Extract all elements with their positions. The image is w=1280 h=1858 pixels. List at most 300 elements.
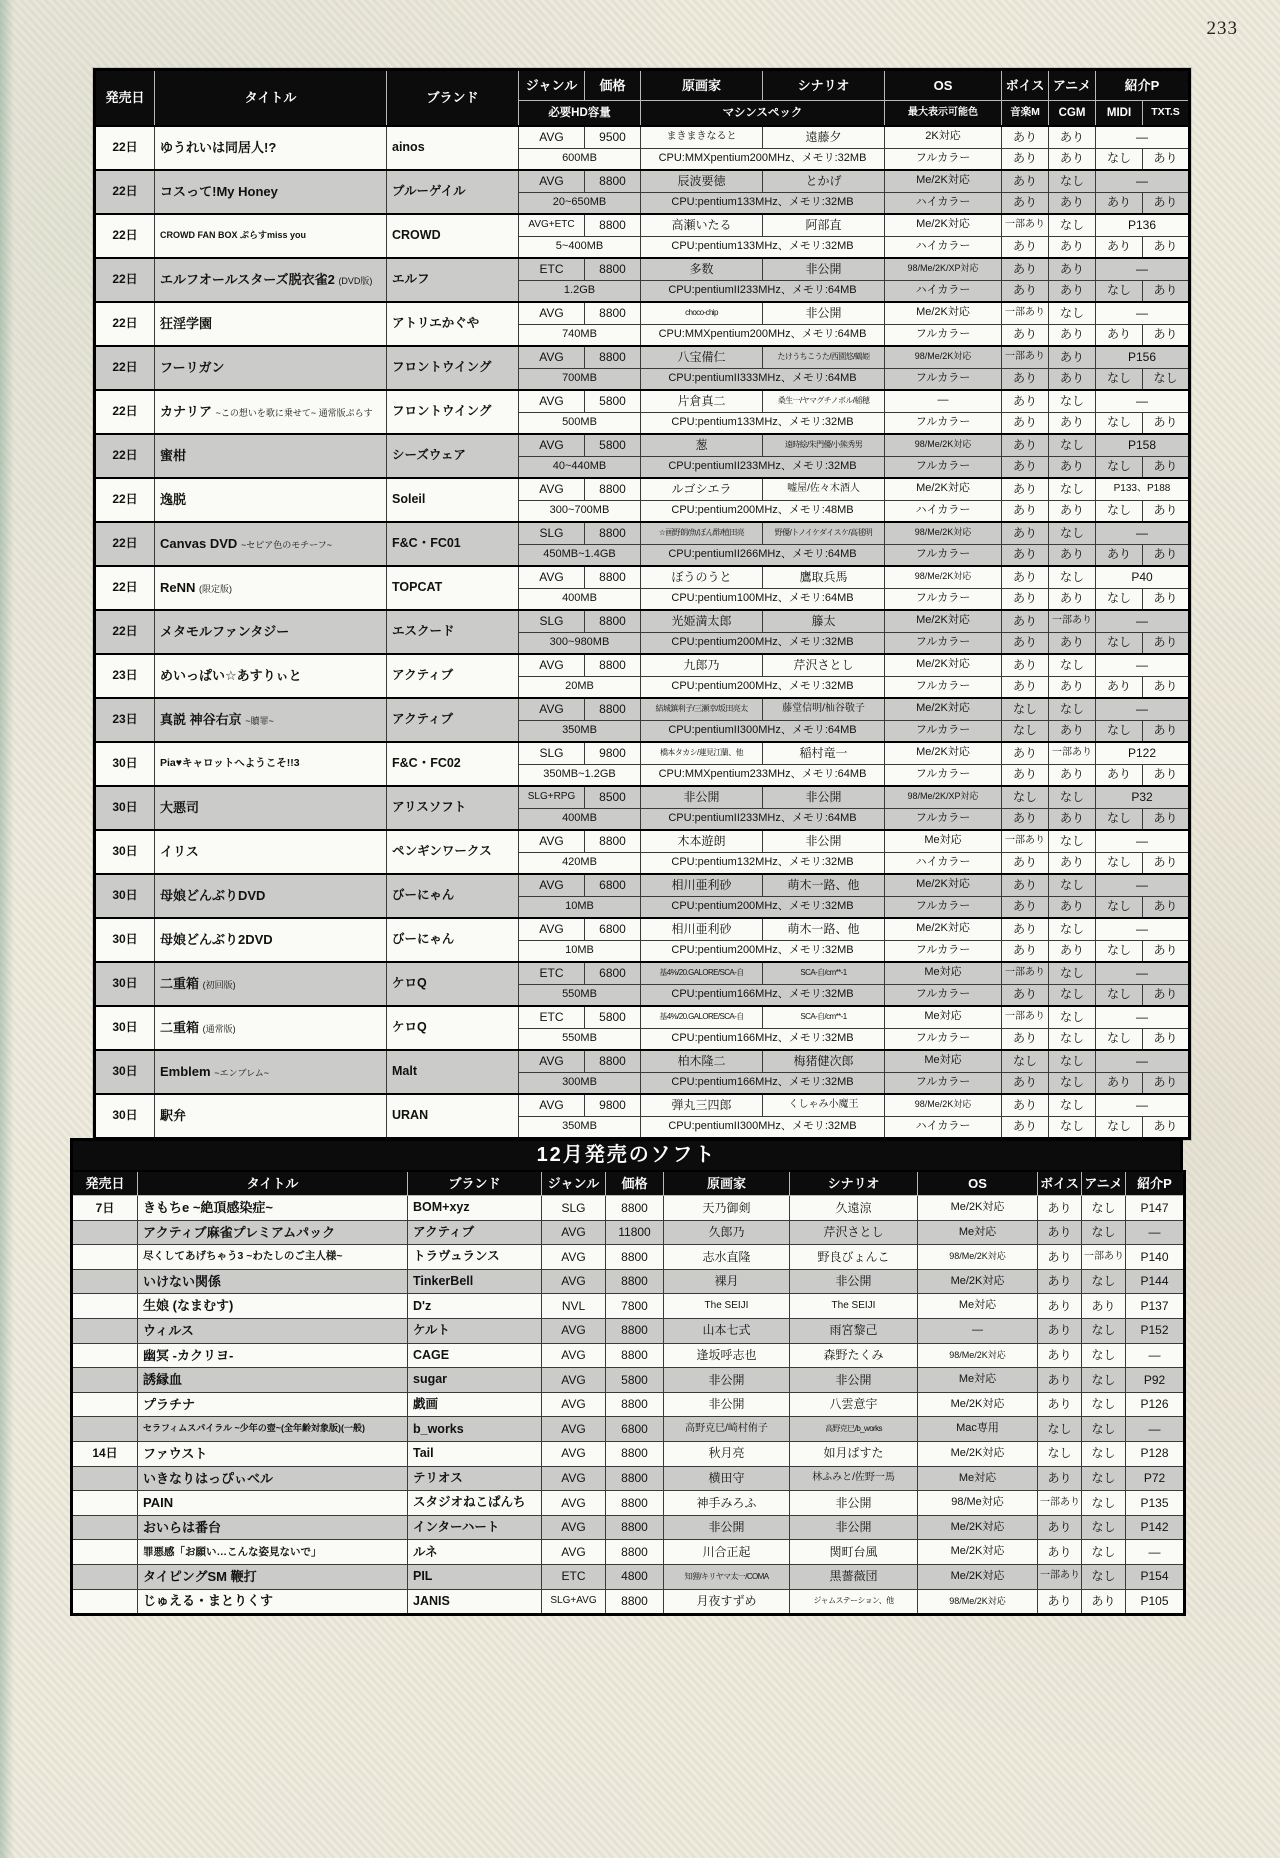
title-text: コスって!My Honey bbox=[160, 183, 278, 199]
title-cell bbox=[155, 1050, 387, 1094]
spec-cell: CPU:pentiumII333MHz、メモリ:64MB bbox=[641, 368, 885, 390]
price-cell: 8800 bbox=[606, 1318, 664, 1343]
hdd-cell: 450MB~1.4GB bbox=[519, 544, 641, 566]
col-header-price: 価格 bbox=[585, 70, 641, 101]
col-header-color-depth: 最大表示可能色 bbox=[885, 101, 1002, 126]
scenario-cell: 鷹取兵馬 bbox=[763, 566, 885, 589]
voice-cell: あり bbox=[1002, 654, 1049, 677]
hdd-cell: 350MB bbox=[519, 720, 641, 742]
brand-cell: エルフ bbox=[387, 258, 519, 302]
price-cell: 11800 bbox=[606, 1220, 664, 1245]
brand-cell: JANIS bbox=[408, 1589, 542, 1615]
title-cell: いきなりはっぴぃベル bbox=[138, 1466, 408, 1491]
page-ref-cell: ― bbox=[1126, 1540, 1185, 1565]
price-cell: 8500 bbox=[585, 786, 641, 809]
date-cell bbox=[72, 1589, 138, 1615]
midi-cell: なし bbox=[1096, 808, 1143, 830]
december-release-row bbox=[72, 1589, 1185, 1615]
spec-cell: CPU:pentiumII233MHz、メモリ:32MB bbox=[641, 456, 885, 478]
color-depth-cell: フルカラー bbox=[885, 1028, 1002, 1050]
page-ref-cell: ― bbox=[1096, 302, 1190, 325]
december-col-header: 発売日 bbox=[72, 1171, 138, 1196]
voice-cell: あり bbox=[1002, 434, 1049, 457]
cgm-cell: なし bbox=[1049, 1116, 1096, 1138]
artist-cell: 高瀬いたる bbox=[641, 214, 763, 237]
anime-cell: あり bbox=[1082, 1589, 1126, 1615]
page-ref-cell: P142 bbox=[1126, 1515, 1185, 1540]
hdd-cell: 400MB bbox=[519, 588, 641, 610]
voice-cell: なし bbox=[1002, 698, 1049, 721]
brand-cell: Tail bbox=[408, 1441, 542, 1466]
december-release-row bbox=[72, 1392, 1185, 1417]
midi-cell: なし bbox=[1096, 280, 1143, 302]
page-ref-cell: ― bbox=[1096, 390, 1190, 413]
scenario-cell: 非公開 bbox=[790, 1491, 918, 1516]
december-release-table bbox=[70, 1170, 1186, 1616]
title-note: (通常版) bbox=[202, 1023, 236, 1034]
anime-cell: なし bbox=[1049, 1006, 1096, 1029]
txts-cell: あり bbox=[1143, 412, 1190, 434]
artist-cell: 神手みろふ bbox=[664, 1491, 790, 1516]
genre-cell: AVG bbox=[519, 302, 585, 325]
music-cell: あり bbox=[1002, 896, 1049, 918]
release-row-main bbox=[95, 522, 1190, 545]
title-note: ~セピア色のモチーフ~ bbox=[240, 539, 332, 550]
date-cell: 14日 bbox=[72, 1441, 138, 1466]
artist-cell: 非公開 bbox=[641, 786, 763, 809]
price-cell: 8800 bbox=[585, 170, 641, 193]
release-row-main bbox=[95, 390, 1190, 413]
anime-cell: 一部あり bbox=[1082, 1245, 1126, 1270]
color-depth-cell: フルカラー bbox=[885, 940, 1002, 962]
voice-cell: あり bbox=[1038, 1294, 1082, 1319]
col-header-anime: アニメ bbox=[1049, 70, 1096, 101]
genre-cell: AVG bbox=[519, 830, 585, 853]
col-header-brand: ブランド bbox=[387, 70, 519, 126]
anime-cell: あり bbox=[1049, 126, 1096, 149]
color-depth-cell: ハイカラー bbox=[885, 1116, 1002, 1138]
voice-cell: あり bbox=[1002, 566, 1049, 589]
txts-cell: あり bbox=[1143, 148, 1190, 170]
hdd-cell: 300~700MB bbox=[519, 500, 641, 522]
brand-cell: F&C・FC01 bbox=[387, 522, 519, 566]
os-cell: Me/2K対応 bbox=[885, 698, 1002, 721]
spec-cell: CPU:pentium200MHz、メモリ:32MB bbox=[641, 676, 885, 698]
scenario-cell: 萌木一路、他 bbox=[763, 918, 885, 941]
artist-cell: 基4%/20.GALORE/SCA-自 bbox=[641, 962, 763, 985]
brand-cell: テリオス bbox=[408, 1466, 542, 1491]
artist-cell: 木本遊朗 bbox=[641, 830, 763, 853]
title-cell: アクティブ麻雀プレミアムパック bbox=[138, 1220, 408, 1245]
title-text: ReNN bbox=[160, 579, 196, 595]
genre-cell: AVG bbox=[519, 566, 585, 589]
voice-cell: あり bbox=[1038, 1392, 1082, 1417]
november-release-table-body bbox=[95, 126, 1190, 1139]
date-cell bbox=[72, 1392, 138, 1417]
date-cell bbox=[72, 1245, 138, 1270]
txts-cell: あり bbox=[1143, 500, 1190, 522]
brand-cell: フロントウイング bbox=[387, 390, 519, 434]
title-cell: プラチナ bbox=[138, 1392, 408, 1417]
txts-cell: あり bbox=[1143, 808, 1190, 830]
music-cell: あり bbox=[1002, 632, 1049, 654]
date-cell: 22日 bbox=[95, 346, 155, 390]
os-cell: Me対応 bbox=[885, 962, 1002, 985]
scenario-cell: SCA-自/cm**-1 bbox=[763, 1006, 885, 1029]
title-text: フーリガン bbox=[160, 359, 225, 375]
midi-cell: なし bbox=[1096, 412, 1143, 434]
date-cell: 30日 bbox=[95, 874, 155, 918]
date-cell bbox=[72, 1466, 138, 1491]
os-cell: Me/2K対応 bbox=[918, 1515, 1038, 1540]
anime-cell: なし bbox=[1049, 698, 1096, 721]
spec-cell: CPU:MMXpentium233MHz、メモリ:64MB bbox=[641, 764, 885, 786]
price-cell: 8800 bbox=[606, 1441, 664, 1466]
december-release-row bbox=[72, 1196, 1185, 1221]
release-row-main bbox=[95, 434, 1190, 457]
color-depth-cell: ハイカラー bbox=[885, 236, 1002, 258]
title-cell: タイピングSM 鞭打 bbox=[138, 1564, 408, 1589]
artist-cell: 橋本タカシ/蓮見江蘭、他 bbox=[641, 742, 763, 765]
artist-cell: 知狸/キリヤマ太一/COMA bbox=[664, 1564, 790, 1589]
voice-cell: あり bbox=[1038, 1589, 1082, 1615]
midi-cell: あり bbox=[1096, 192, 1143, 214]
spec-cell: CPU:pentium200MHz、メモリ:32MB bbox=[641, 632, 885, 654]
genre-cell: AVG bbox=[542, 1392, 606, 1417]
price-cell: 6800 bbox=[606, 1417, 664, 1442]
title-cell bbox=[155, 610, 387, 654]
december-col-header: 紹介P bbox=[1126, 1171, 1185, 1196]
txts-cell: あり bbox=[1143, 896, 1190, 918]
price-cell: 5800 bbox=[585, 1006, 641, 1029]
genre-cell: AVG bbox=[542, 1466, 606, 1491]
title-cell bbox=[155, 390, 387, 434]
anime-cell: なし bbox=[1049, 214, 1096, 237]
scenario-cell: 非公開 bbox=[790, 1368, 918, 1393]
genre-cell: AVG bbox=[519, 654, 585, 677]
voice-cell: あり bbox=[1038, 1368, 1082, 1393]
title-cell bbox=[155, 654, 387, 698]
brand-cell: ペンギンワークス bbox=[387, 830, 519, 874]
midi-cell: なし bbox=[1096, 588, 1143, 610]
scenario-cell: 非公開 bbox=[790, 1515, 918, 1540]
brand-cell: ルネ bbox=[408, 1540, 542, 1565]
release-row-main bbox=[95, 478, 1190, 501]
title-text: 二重箱 bbox=[160, 1019, 200, 1035]
genre-cell: AVG bbox=[542, 1417, 606, 1442]
brand-cell: アクティブ bbox=[387, 654, 519, 698]
cgm-cell: あり bbox=[1049, 148, 1096, 170]
title-text: Pia♥キャロットへようこそ!!3 bbox=[160, 756, 300, 769]
artist-cell: 裸月 bbox=[664, 1269, 790, 1294]
date-cell: 22日 bbox=[95, 258, 155, 302]
title-cell: きもちe ~絶頂感染症~ bbox=[138, 1196, 408, 1221]
voice-cell: あり bbox=[1038, 1343, 1082, 1368]
cgm-cell: なし bbox=[1049, 1072, 1096, 1094]
page-ref-cell: ― bbox=[1126, 1417, 1185, 1442]
genre-cell: AVG bbox=[542, 1368, 606, 1393]
spec-cell: CPU:MMXpentium200MHz、メモリ:32MB bbox=[641, 148, 885, 170]
price-cell: 7800 bbox=[606, 1294, 664, 1319]
december-header-row bbox=[72, 1171, 1185, 1196]
page-ref-cell: P136 bbox=[1096, 214, 1190, 237]
hdd-cell: 10MB bbox=[519, 896, 641, 918]
voice-cell: あり bbox=[1002, 522, 1049, 545]
brand-cell: スタジオねこぱんち bbox=[408, 1491, 542, 1516]
scenario-cell: 雨宮黎己 bbox=[790, 1318, 918, 1343]
music-cell: あり bbox=[1002, 764, 1049, 786]
cgm-cell: あり bbox=[1049, 192, 1096, 214]
page-ref-cell: ― bbox=[1096, 522, 1190, 545]
price-cell: 8800 bbox=[585, 830, 641, 853]
price-cell: 5800 bbox=[585, 434, 641, 457]
voice-cell: あり bbox=[1002, 170, 1049, 193]
music-cell: なし bbox=[1002, 720, 1049, 742]
color-depth-cell: フルカラー bbox=[885, 984, 1002, 1006]
date-cell: 22日 bbox=[95, 478, 155, 522]
spec-cell: CPU:pentium200MHz、メモリ:48MB bbox=[641, 500, 885, 522]
artist-cell: 秋月亮 bbox=[664, 1441, 790, 1466]
anime-cell: なし bbox=[1049, 786, 1096, 809]
genre-cell: AVG bbox=[519, 874, 585, 897]
title-text: ゆうれいは同居人!? bbox=[160, 139, 277, 155]
december-table-title: 12月発売のソフト bbox=[70, 1138, 1183, 1170]
december-release-row bbox=[72, 1245, 1185, 1270]
price-cell: 8800 bbox=[585, 214, 641, 237]
os-cell: Me/2K対応 bbox=[918, 1564, 1038, 1589]
page-ref-cell: P144 bbox=[1126, 1269, 1185, 1294]
voice-cell: 一部あり bbox=[1002, 346, 1049, 369]
release-row-main bbox=[95, 170, 1190, 193]
txts-cell: あり bbox=[1143, 456, 1190, 478]
anime-cell: なし bbox=[1082, 1343, 1126, 1368]
spec-cell: CPU:pentiumII233MHz、メモリ:64MB bbox=[641, 280, 885, 302]
page-ref-cell: P128 bbox=[1126, 1441, 1185, 1466]
price-cell: 8800 bbox=[606, 1540, 664, 1565]
cgm-cell: あり bbox=[1049, 764, 1096, 786]
scenario-cell: くしゃみ小魔王 bbox=[763, 1094, 885, 1117]
scenario-cell: 藤堂信明/杣谷敬子 bbox=[763, 698, 885, 721]
genre-cell: AVG+ETC bbox=[519, 214, 585, 237]
brand-cell: トラヴュランス bbox=[408, 1245, 542, 1270]
hdd-cell: 700MB bbox=[519, 368, 641, 390]
price-cell: 8800 bbox=[606, 1269, 664, 1294]
voice-cell: あり bbox=[1002, 1094, 1049, 1117]
os-cell: 98/Me/2K対応 bbox=[885, 346, 1002, 369]
brand-cell: Malt bbox=[387, 1050, 519, 1094]
music-cell: あり bbox=[1002, 588, 1049, 610]
december-release-row bbox=[72, 1318, 1185, 1343]
voice-cell: あり bbox=[1038, 1220, 1082, 1245]
artist-cell: 川合正起 bbox=[664, 1540, 790, 1565]
color-depth-cell: ハイカラー bbox=[885, 852, 1002, 874]
artist-cell: 九郎乃 bbox=[641, 654, 763, 677]
midi-cell: あり bbox=[1096, 324, 1143, 346]
artist-cell: 八宝備仁 bbox=[641, 346, 763, 369]
page-ref-cell: P140 bbox=[1126, 1245, 1185, 1270]
scenario-cell: The SEIJI bbox=[790, 1294, 918, 1319]
page-ref-cell: P122 bbox=[1096, 742, 1190, 765]
col-header-scenario: シナリオ bbox=[763, 70, 885, 101]
artist-cell: 高野克巳/崎村侑子 bbox=[664, 1417, 790, 1442]
midi-cell: なし bbox=[1096, 500, 1143, 522]
txts-cell: なし bbox=[1143, 368, 1190, 390]
release-row-main bbox=[95, 346, 1190, 369]
brand-cell: エスクード bbox=[387, 610, 519, 654]
color-depth-cell: フルカラー bbox=[885, 720, 1002, 742]
hdd-cell: 300~980MB bbox=[519, 632, 641, 654]
txts-cell: あり bbox=[1143, 588, 1190, 610]
anime-cell: なし bbox=[1082, 1466, 1126, 1491]
anime-cell: なし bbox=[1049, 1050, 1096, 1073]
color-depth-cell: フルカラー bbox=[885, 676, 1002, 698]
genre-cell: SLG+RPG bbox=[519, 786, 585, 809]
title-note: (限定版) bbox=[199, 583, 233, 594]
color-depth-cell: ハイカラー bbox=[885, 280, 1002, 302]
date-cell: 22日 bbox=[95, 126, 155, 170]
txts-cell: あり bbox=[1143, 940, 1190, 962]
os-cell: Me/2K対応 bbox=[918, 1269, 1038, 1294]
brand-cell: ケロQ bbox=[387, 962, 519, 1006]
genre-cell: AVG bbox=[542, 1245, 606, 1270]
anime-cell: なし bbox=[1082, 1392, 1126, 1417]
brand-cell: BOM+xyz bbox=[408, 1196, 542, 1221]
music-cell: あり bbox=[1002, 852, 1049, 874]
artist-cell: 柏木隆二 bbox=[641, 1050, 763, 1073]
scenario-cell: 如月ぱすた bbox=[790, 1441, 918, 1466]
title-text: 駅弁 bbox=[160, 1107, 187, 1123]
os-cell: Me/2K対応 bbox=[885, 874, 1002, 897]
hdd-cell: 350MB~1.2GB bbox=[519, 764, 641, 786]
artist-cell: 月夜すずめ bbox=[664, 1589, 790, 1615]
genre-cell: AVG bbox=[542, 1343, 606, 1368]
col-header-spec: マシンスペック bbox=[641, 101, 885, 126]
os-cell: 98/Me/2K対応 bbox=[885, 434, 1002, 457]
voice-cell: あり bbox=[1038, 1466, 1082, 1491]
midi-cell: なし bbox=[1096, 368, 1143, 390]
date-cell: 23日 bbox=[95, 654, 155, 698]
genre-cell: AVG bbox=[519, 1094, 585, 1117]
music-cell: あり bbox=[1002, 544, 1049, 566]
date-cell: 30日 bbox=[95, 742, 155, 786]
brand-cell: シーズウェア bbox=[387, 434, 519, 478]
anime-cell: なし bbox=[1049, 566, 1096, 589]
release-row-main bbox=[95, 654, 1190, 677]
date-cell bbox=[72, 1417, 138, 1442]
artist-cell: 弾丸三四郎 bbox=[641, 1094, 763, 1117]
cgm-cell: あり bbox=[1049, 324, 1096, 346]
scenario-cell: 萌木一路、他 bbox=[763, 874, 885, 897]
os-cell: 98/Me/2K対応 bbox=[918, 1343, 1038, 1368]
page-ref-cell: P126 bbox=[1126, 1392, 1185, 1417]
midi-cell: なし bbox=[1096, 148, 1143, 170]
date-cell: 22日 bbox=[95, 434, 155, 478]
spec-cell: CPU:pentiumII266MHz、メモリ:64MB bbox=[641, 544, 885, 566]
anime-cell: なし bbox=[1049, 654, 1096, 677]
artist-cell: 逢坂呼志也 bbox=[664, 1343, 790, 1368]
voice-cell: あり bbox=[1002, 258, 1049, 281]
anime-cell: なし bbox=[1082, 1368, 1126, 1393]
scenario-cell: 非公開 bbox=[763, 258, 885, 281]
genre-cell: ETC bbox=[519, 258, 585, 281]
cgm-cell: あり bbox=[1049, 544, 1096, 566]
artist-cell: 光姫満太郎 bbox=[641, 610, 763, 633]
color-depth-cell: フルカラー bbox=[885, 632, 1002, 654]
spec-cell: CPU:MMXpentium200MHz、メモリ:64MB bbox=[641, 324, 885, 346]
release-row-main bbox=[95, 786, 1190, 809]
title-cell bbox=[155, 786, 387, 830]
voice-cell: あり bbox=[1038, 1269, 1082, 1294]
december-release-row bbox=[72, 1540, 1185, 1565]
hdd-cell: 20MB bbox=[519, 676, 641, 698]
cgm-cell: あり bbox=[1049, 720, 1096, 742]
hdd-cell: 300MB bbox=[519, 1072, 641, 1094]
midi-cell: なし bbox=[1096, 456, 1143, 478]
spec-cell: CPU:pentiumII300MHz、メモリ:32MB bbox=[641, 1116, 885, 1138]
title-cell: セラフィムスパイラル ~少年の壺~(全年齢対象版)(一般) bbox=[138, 1417, 408, 1442]
page-ref-cell: ― bbox=[1096, 126, 1190, 149]
page-ref-cell: ― bbox=[1126, 1220, 1185, 1245]
genre-cell: AVG bbox=[542, 1491, 606, 1516]
page-ref-cell: ― bbox=[1096, 1050, 1190, 1073]
anime-cell: なし bbox=[1082, 1269, 1126, 1294]
december-col-header: シナリオ bbox=[790, 1171, 918, 1196]
title-cell bbox=[155, 830, 387, 874]
genre-cell: ETC bbox=[519, 962, 585, 985]
price-cell: 5800 bbox=[606, 1368, 664, 1393]
anime-cell: なし bbox=[1082, 1417, 1126, 1442]
voice-cell: あり bbox=[1038, 1196, 1082, 1221]
voice-cell: 一部あり bbox=[1002, 214, 1049, 237]
price-cell: 9800 bbox=[585, 1094, 641, 1117]
genre-cell: ETC bbox=[519, 1006, 585, 1029]
december-release-row bbox=[72, 1491, 1185, 1516]
page-ref-cell: ― bbox=[1096, 830, 1190, 853]
anime-cell: なし bbox=[1082, 1196, 1126, 1221]
os-cell: Mac専用 bbox=[918, 1417, 1038, 1442]
december-release-section bbox=[70, 1138, 1183, 1616]
december-release-table-body bbox=[72, 1196, 1185, 1615]
midi-cell: あり bbox=[1096, 676, 1143, 698]
artist-cell: 片倉真二 bbox=[641, 390, 763, 413]
os-cell: Me対応 bbox=[918, 1466, 1038, 1491]
color-depth-cell: フルカラー bbox=[885, 324, 1002, 346]
anime-cell: なし bbox=[1049, 390, 1096, 413]
title-cell: 幽冥 -カクリヨ- bbox=[138, 1343, 408, 1368]
title-note: (DVD版) bbox=[338, 275, 373, 286]
txts-cell: あり bbox=[1143, 1072, 1190, 1094]
voice-cell: あり bbox=[1002, 742, 1049, 765]
music-cell: あり bbox=[1002, 1116, 1049, 1138]
cgm-cell: あり bbox=[1049, 456, 1096, 478]
genre-cell: AVG bbox=[519, 478, 585, 501]
page-ref-cell: P105 bbox=[1126, 1589, 1185, 1615]
page-ref-cell: ― bbox=[1096, 610, 1190, 633]
scenario-cell: 八雲意宇 bbox=[790, 1392, 918, 1417]
voice-cell: 一部あり bbox=[1038, 1564, 1082, 1589]
cgm-cell: あり bbox=[1049, 368, 1096, 390]
scenario-cell: 阿部直 bbox=[763, 214, 885, 237]
spec-cell: CPU:pentium166MHz、メモリ:32MB bbox=[641, 1072, 885, 1094]
anime-cell: なし bbox=[1049, 874, 1096, 897]
price-cell: 8800 bbox=[585, 698, 641, 721]
artist-cell: 志水直隆 bbox=[664, 1245, 790, 1270]
genre-cell: AVG bbox=[542, 1515, 606, 1540]
page-ref-cell: P147 bbox=[1126, 1196, 1185, 1221]
price-cell: 4800 bbox=[606, 1564, 664, 1589]
date-cell: 23日 bbox=[95, 698, 155, 742]
page-ref-cell: P158 bbox=[1096, 434, 1190, 457]
